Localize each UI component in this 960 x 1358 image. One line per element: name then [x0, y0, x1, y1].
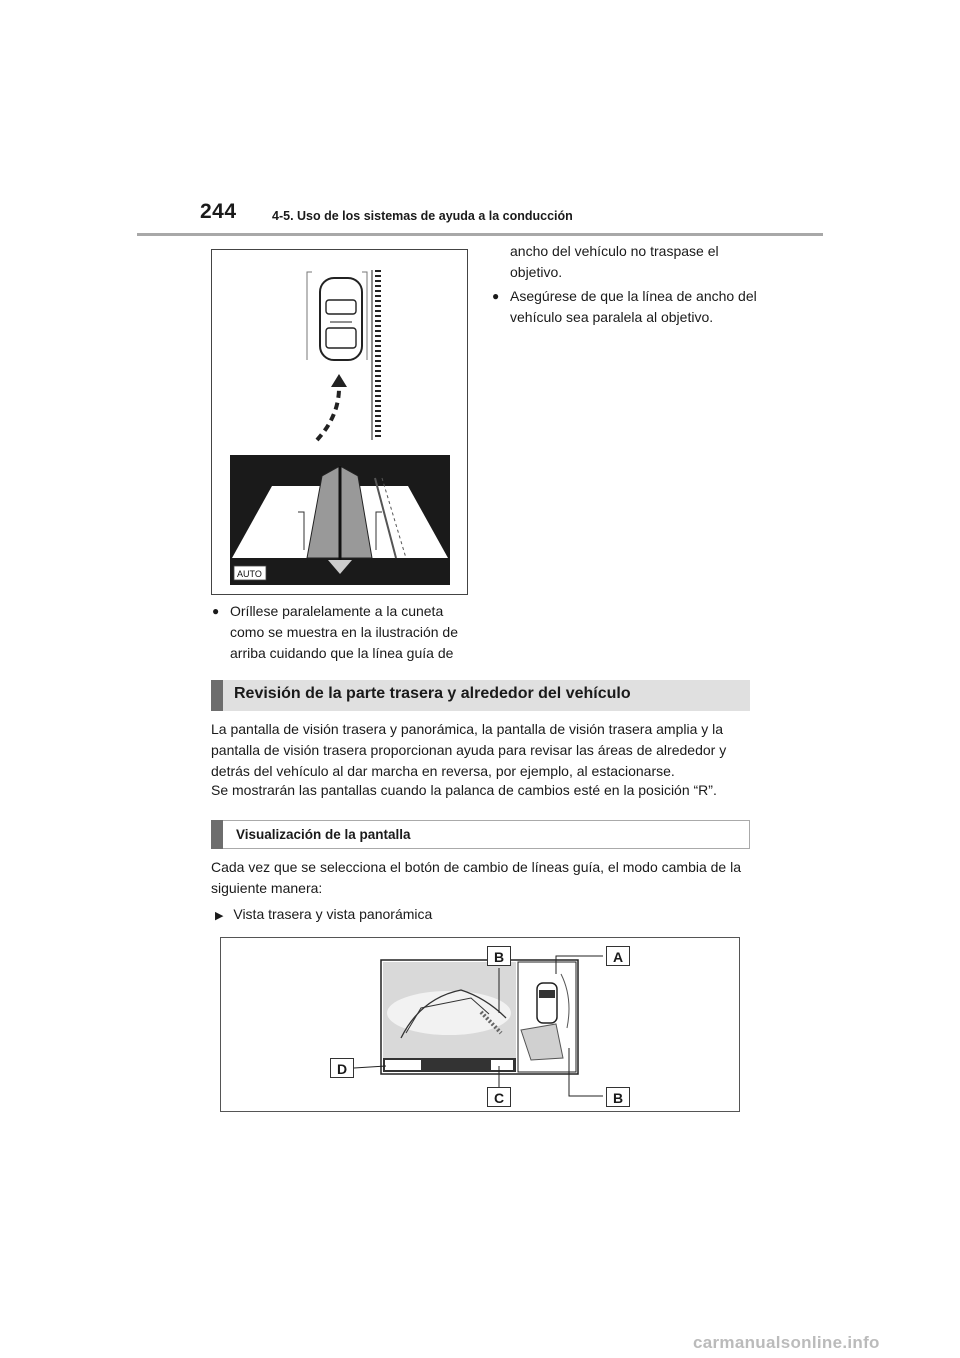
parking-diagram	[212, 250, 467, 594]
page-number: 244	[200, 200, 237, 223]
section-heading	[211, 680, 750, 711]
bullet-left-text: Oríllese paralelamente a la cuneta como se muestra en la ilustración de arriba cuidando que la línea guía de	[230, 603, 458, 661]
heading-bar	[211, 680, 223, 711]
paragraph: La pantalla de visión trasera y panorámica, la pantalla de visión trasera amplia y la pantalla de visión trasera proporcionan ayuda para revisar las áreas de alrededor y detrás del vehículo al dar marcha en reversa, por ejemplo, al estacionarse.	[211, 721, 727, 779]
paragraph: Cada vez que se selecciona el botón de cambio de líneas guía, el modo cambia de la siguiente manera:	[211, 859, 742, 896]
callout-c: C	[487, 1087, 511, 1107]
arrow-up-icon	[331, 374, 347, 387]
section-title: 4-5. Uso de los sistemas de ayuda a la conducción	[272, 209, 573, 223]
callout-b: B	[487, 946, 511, 966]
screen-illustration	[220, 937, 740, 1112]
camera-view-panel	[230, 455, 450, 585]
bullet-icon: ●	[212, 604, 220, 618]
car-icon	[320, 278, 362, 360]
callout-d: D	[330, 1058, 354, 1078]
bullet-right	[492, 286, 762, 328]
section-heading-text: Revisión de la parte trasera y alrededor del vehículo	[234, 685, 631, 702]
list-item	[215, 904, 432, 927]
auto-badge: AUTO	[237, 569, 262, 579]
subsection-heading-text: Visualización de la pantalla	[236, 827, 411, 842]
parking-illustration	[211, 249, 468, 595]
paragraph: Se mostrarán las pantallas cuando la palanca de cambios esté en la posición “R”.	[211, 782, 717, 798]
list-item-text: Vista trasera y vista panorámica	[233, 906, 433, 922]
bullet-right-continuation: ancho del vehículo no traspase el objetivo.	[510, 243, 719, 280]
callout-b: B	[606, 1087, 630, 1107]
bullet-icon: ●	[492, 289, 500, 303]
heading-bar	[211, 820, 223, 849]
triangle-bullet-icon: ▶	[215, 910, 224, 922]
watermark: carmanualsonline.info	[693, 1333, 880, 1352]
screen-diagram	[221, 938, 739, 1111]
header-divider	[137, 233, 823, 236]
bullet-left	[212, 601, 472, 664]
subsection-heading	[211, 820, 750, 849]
callout-a: A	[606, 946, 630, 966]
bullet-right-text: Asegúrese de que la línea de ancho del vehículo sea paralela al objetivo.	[510, 288, 757, 325]
